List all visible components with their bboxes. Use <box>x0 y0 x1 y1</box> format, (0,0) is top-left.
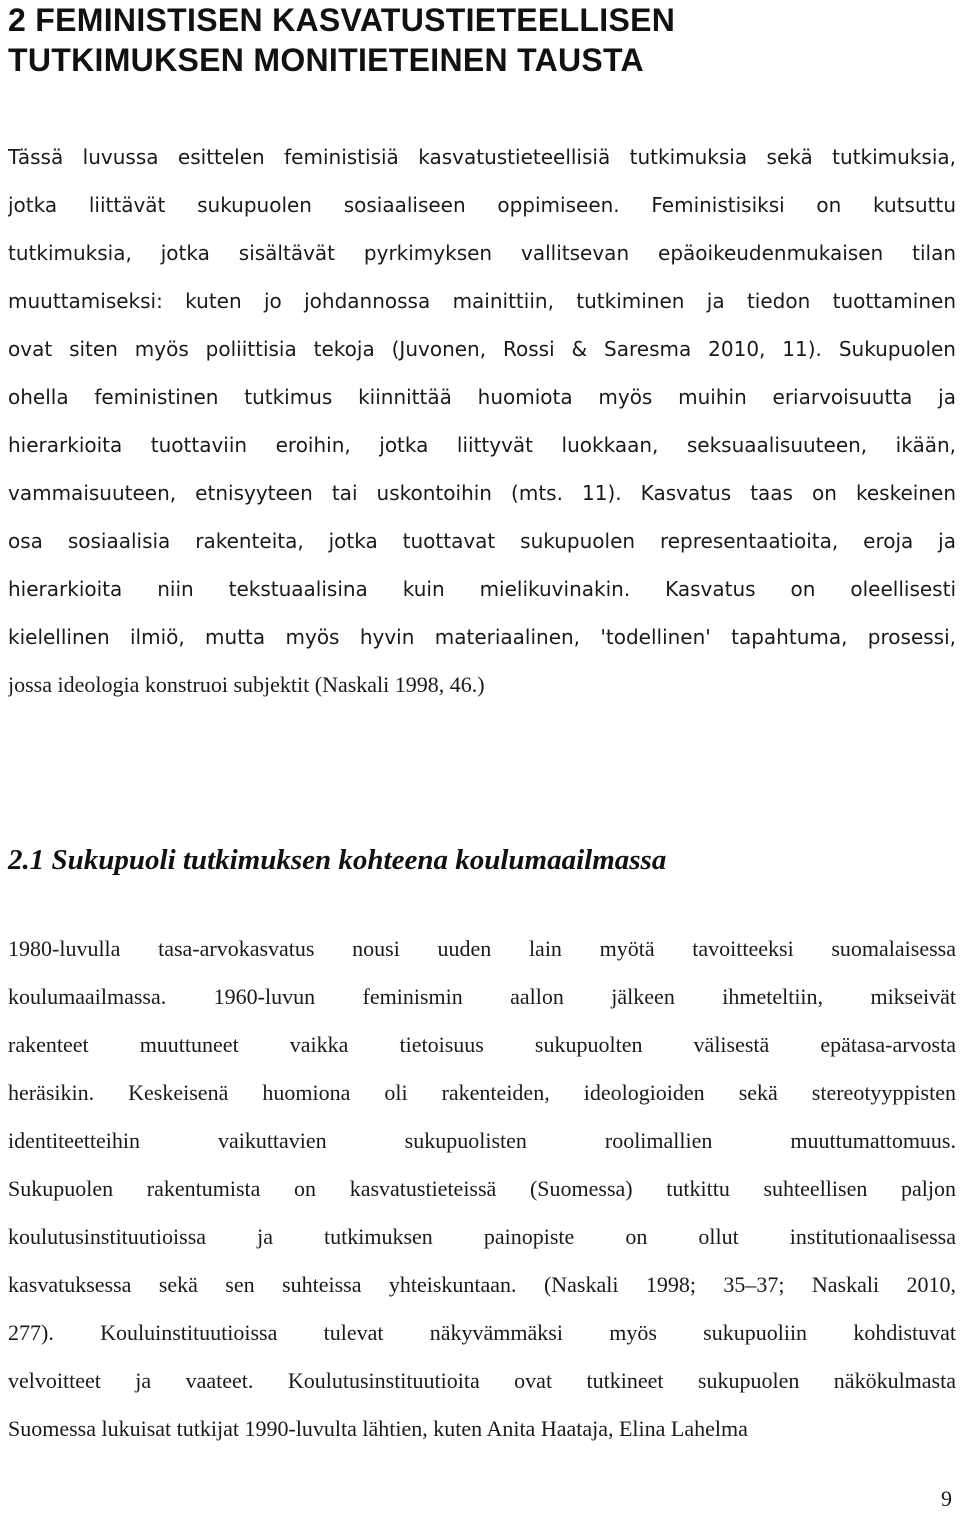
text-segment: ohella feministinen tutkimus kiinnittää huomiota myös muihin eriarvoisuutta ja <box>8 385 956 409</box>
text-line <box>8 613 956 661</box>
text-segment: 277). Kouluinstituutioissa tulevat näkyvämmäksi myös sukupuoliin kohdistuvat <box>8 1320 956 1345</box>
paragraph-intro <box>8 133 956 709</box>
text-segment: kasvatuksessa sekä sen suhteissa yhteiskuntaan. (Naskali 1998; 35–37; Naskali 2010, <box>8 1272 956 1297</box>
text-segment: vammaisuuteen, etnisyyteen tai uskontoihin (mts. 11). Kasvatus taas on keskeinen <box>8 481 956 505</box>
text-line <box>8 1261 956 1309</box>
text-segment: jossa ideologia konstruoi subjektit (Naskali 1998, 46.) <box>8 672 485 697</box>
text-line <box>8 229 956 277</box>
text-segment: koulumaailmassa. 1960-luvun feminismin aallon jälkeen ihmeteltiin, mikseivät <box>8 984 956 1009</box>
text-line <box>8 277 956 325</box>
text-segment: jotka liittävät sukupuolen sosiaaliseen oppimiseen. Feministisiksi on kutsuttu <box>8 193 956 217</box>
text-line <box>8 133 956 181</box>
text-segment: Sukupuolen rakentumista on kasvatustieteissä (Suomessa) tutkittu suhteellisen paljon <box>8 1176 956 1201</box>
text-line <box>8 661 956 709</box>
text-line <box>8 421 956 469</box>
text-segment: muuttamiseksi: kuten jo johdannossa mainittiin, tutkiminen ja tiedon tuottaminen <box>8 289 956 313</box>
paragraph-section-body <box>8 925 956 1453</box>
text-segment: heräsikin. Keskeisenä huomiona oli rakenteiden, ideologioiden sekä stereotyyppisten <box>8 1080 956 1105</box>
text-line <box>8 1069 956 1117</box>
text-segment: hierarkioita tuottaviin eroihin, jotka liittyvät luokkaan, seksuaalisuuteen, ikään, <box>8 433 956 457</box>
text-segment: 1980-luvulla tasa-arvokasvatus nousi uuden lain myötä tavoitteeksi suomalaisessa <box>8 936 956 961</box>
text-segment: Suomessa lukuisat tutkijat 1990-luvulta lähtien, kuten Anita Haataja, Elina Lahelma <box>8 1416 748 1441</box>
text-line <box>8 517 956 565</box>
chapter-title <box>8 0 938 80</box>
text-segment: hierarkioita niin tekstuaalisina kuin mielikuvinakin. Kasvatus on oleellisesti <box>8 577 956 601</box>
text-line <box>8 469 956 517</box>
chapter-title-line: 2 FEMINISTISEN KASVATUSTIETEELLISEN <box>8 2 676 38</box>
chapter-title-line: TUTKIMUKSEN MONITIETEINEN TAUSTA <box>8 42 644 78</box>
text-line <box>8 373 956 421</box>
text-segment: velvoitteet ja vaateet. Koulutusinstituutioita ovat tutkineet sukupuolen näkökulmasta <box>8 1368 956 1393</box>
text-line <box>8 1117 956 1165</box>
text-line <box>8 1165 956 1213</box>
text-line <box>8 1309 956 1357</box>
text-line <box>8 973 956 1021</box>
text-segment: kielellinen ilmiö, mutta myös hyvin materiaalinen, 'todellinen' tapahtuma, prosessi, <box>8 625 956 649</box>
text-line <box>8 181 956 229</box>
text-line <box>8 1213 956 1261</box>
text-segment: identiteetteihin vaikuttavien sukupuolisten roolimallien muuttumattomuus. <box>8 1128 956 1153</box>
text-segment: osa sosiaalisia rakenteita, jotka tuottavat sukupuolen representaatioita, eroja ja <box>8 529 956 553</box>
text-line <box>8 925 956 973</box>
text-line <box>8 1405 956 1453</box>
text-line <box>8 325 956 373</box>
text-segment: Tässä luvussa esittelen feministisiä kasvatustieteellisiä tutkimuksia sekä tutkimuksia, <box>8 145 956 169</box>
text-segment: rakenteet muuttuneet vaikka tietoisuus sukupuolten välisestä epätasa-arvosta <box>8 1032 956 1057</box>
section-title: 2.1 Sukupuoli tutkimuksen kohteena koulumaailmassa <box>8 844 667 876</box>
page-number: 9 <box>941 1486 952 1511</box>
text-segment: koulutusinstituutioissa ja tutkimuksen painopiste on ollut institutionaalisessa <box>8 1224 956 1249</box>
text-segment: tutkimuksia, jotka sisältävät pyrkimyksen vallitsevan epäoikeudenmukaisen tilan <box>8 241 956 265</box>
text-line <box>8 1357 956 1405</box>
text-line <box>8 565 956 613</box>
text-line <box>8 1021 956 1069</box>
text-segment: ovat siten myös poliittisia tekoja (Juvonen, Rossi & Saresma 2010, 11). Sukupuolen <box>8 337 956 361</box>
